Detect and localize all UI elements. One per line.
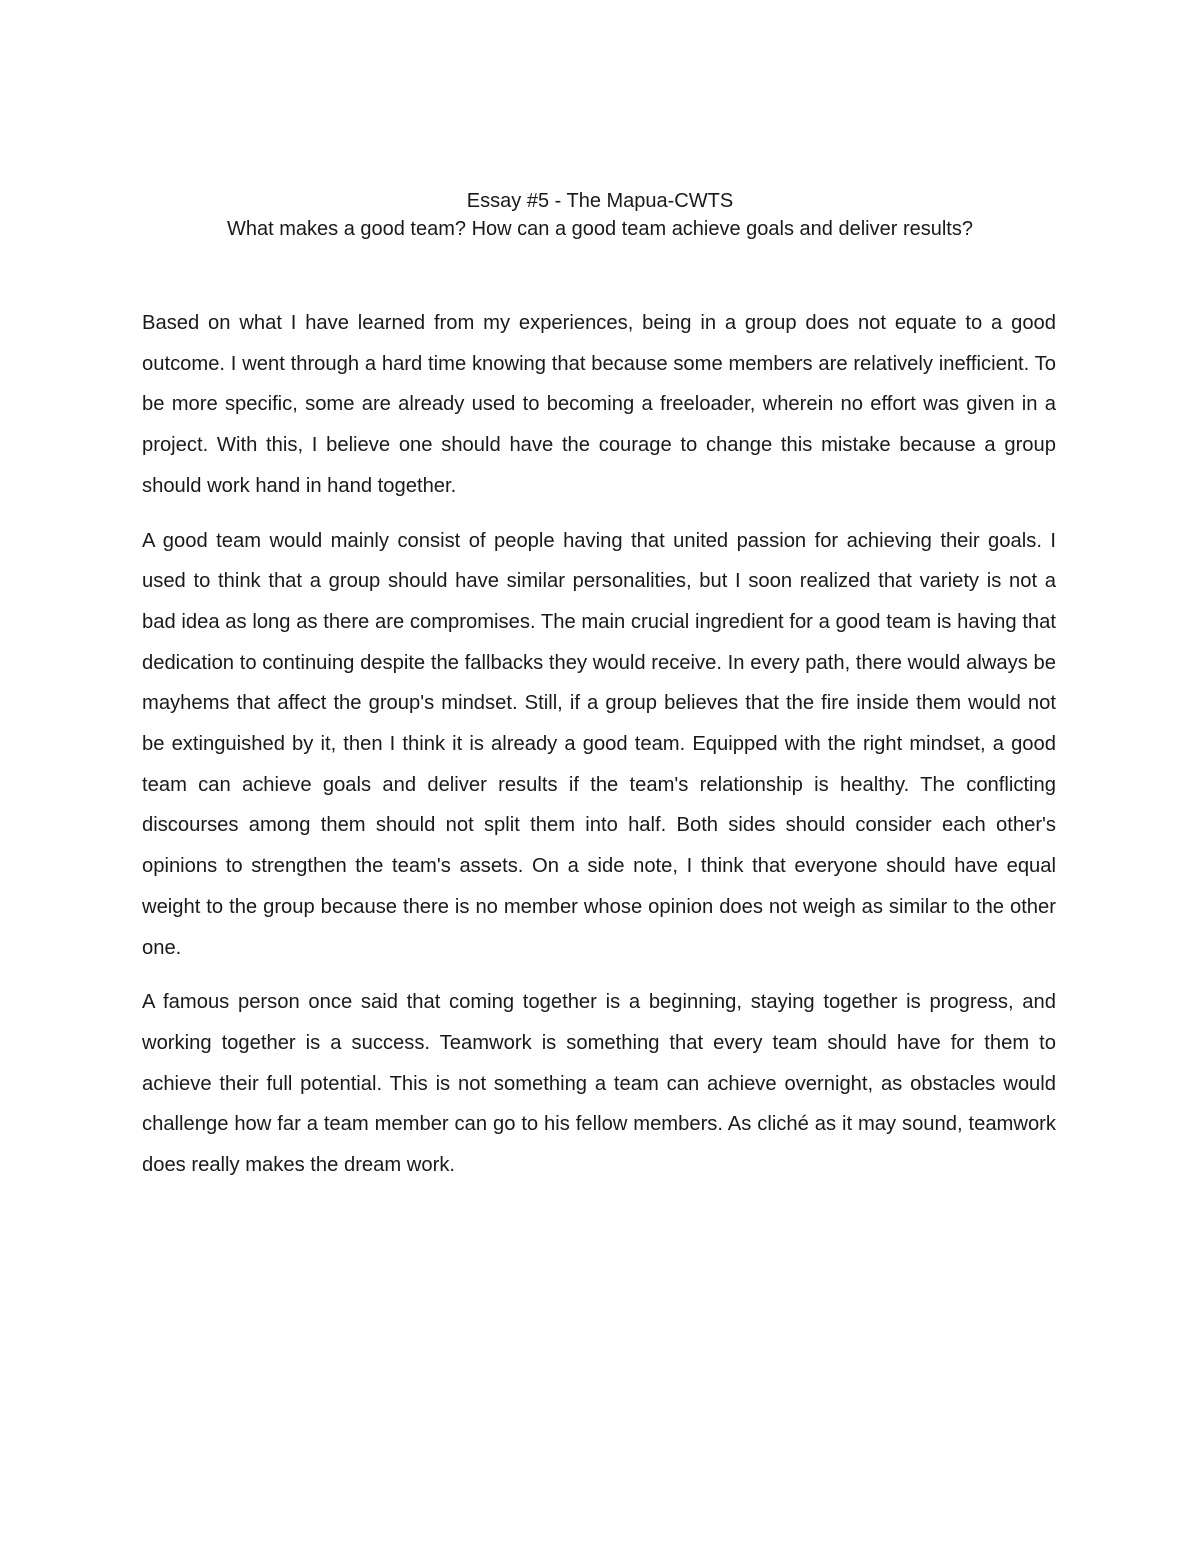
paragraph-1: Based on what I have learned from my experiences, being in a group does not equate to a good outcome. I went through a hard time knowing that because some members are relatively inefficient. To be more specific, some are already used to becoming a freeloader, wherein no effort was given in a project. With this, I believe one should have the courage to change this mistake because a group should work hand in hand together. [142, 312, 1056, 497]
paragraph-2: A good team would mainly consist of people having that united passion for achieving their goals. I used to think that a group should have similar personalities, but I soon realized that variety is not a bad idea as long as there are compromises. The main crucial ingredient for a good team is having that dedication to continuing despite the fallbacks they would receive. In every path, there would always be mayhems that affect the group's mindset. Still, if a group believes that the fire inside them would not be extinguished by it, then I think it is already a good team. Equipped with the right mindset, a good team can achieve goals and deliver results if the team's relationship is healthy. The conflicting discourses among them should not split them into half. Both sides should consider each other's opinions to strengthen the team's assets. On a side note, I think that everyone should have equal weight to the group because there is no member whose opinion does not weigh as similar to the other one. [142, 529, 1056, 959]
document-body [142, 303, 1056, 1200]
document-header [0, 187, 1200, 243]
document-subtitle: What makes a good team? How can a good team achieve goals and deliver results? [227, 218, 973, 240]
paragraph-3: A famous person once said that coming together is a beginning, staying together is progress, and working together is a success. Teamwork is something that every team should have for them to achieve their full potential. This is not something a team can achieve overnight, as obstacles would challenge how far a team member can go to his fellow members. As cliché as it may sound, teamwork does really makes the dream work. [142, 991, 1056, 1177]
document-title: Essay #5 - The Mapua-CWTS [466, 190, 734, 212]
